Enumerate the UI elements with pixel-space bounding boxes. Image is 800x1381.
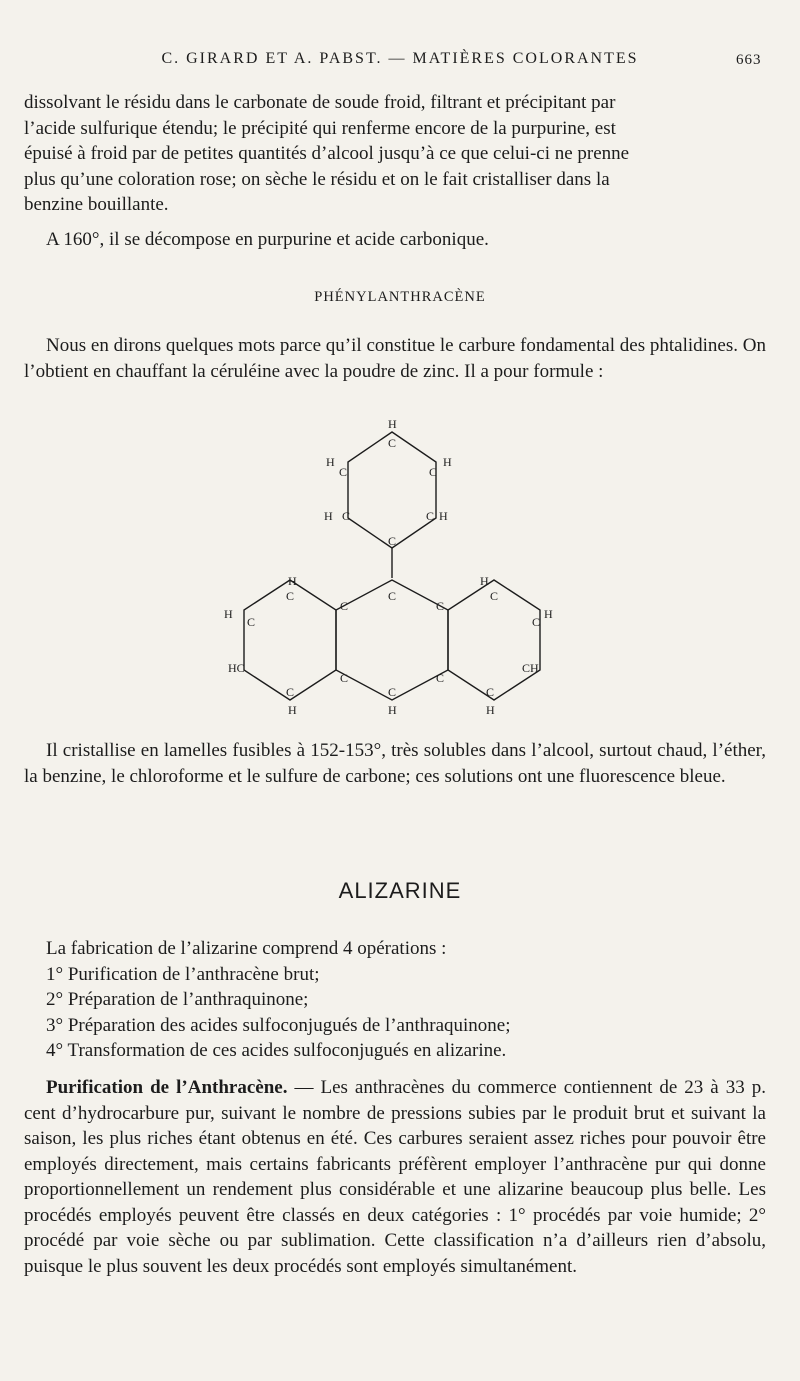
phenylanthracene-paragraph: Nous en dirons quelques mots parce qu’il constitue le carbure fondamental des phtalidines. On l’obtient en chauffant la céruléine avec la poudre de zinc. Il a pour formule : xyxy=(24,335,766,382)
operation-step: 4° Transformation de ces acides sulfoconjugués en alizarine. xyxy=(46,1040,507,1061)
atom-h: H xyxy=(480,574,489,588)
intro-line: épuisé à froid par de petites quantités d’alcool jusqu’à ce que celui-ci ne prenne xyxy=(24,143,630,164)
formula-bonds xyxy=(244,432,540,700)
operation-step: 2° Préparation de l’anthraquinone; xyxy=(46,989,309,1010)
alizarine-intro: La fabrication de l’alizarine comprend 4 opérations : xyxy=(46,938,447,959)
phenylanthracene-paragraph-block xyxy=(24,333,766,384)
intro-line: l’acide sulfurique étendu; le précipité qui renferme encore de la purpurine, est xyxy=(24,117,616,139)
atom-h: H xyxy=(324,509,333,523)
properties-paragraph: Il cristallise en lamelles fusibles à 152-153°, très solubles dans l’alcool, surtout chaud, l’éther, la benzine, le chloroforme et le sulfure de carbone; ces solutions ont une fluorescence bleue. xyxy=(24,740,766,787)
phenylanthracene-structural-formula xyxy=(210,420,590,720)
atom-c: C xyxy=(286,589,295,603)
section-title-phenylanthracene: PHÉNYLANTHRACÈNE xyxy=(314,289,486,305)
operation-step: 3° Préparation des acides sulfoconjugués de l’anthraquinone; xyxy=(46,1014,511,1036)
atom-c: C xyxy=(342,509,351,523)
intro-line: plus qu’une coloration rose; on sèche le résidu et on le fait cristalliser dans la xyxy=(24,168,610,190)
purification-text: — Les anthracènes du commerce contiennent de 23 à 33 p. cent d’hydrocarbure pur, suivant le nombre de pressions subies par le produit brut et suivant la saison, les plus riches étant obtenus en été. Ces carbures seraient assez riches pour pouvoir être employés directement, mais certains fabricants préfèrent employer l’anthracène pur qui donne proportionnellement un rendement plus considérable et une alizarine beaucoup plus belle. Les procédés employés peuvent être classés en deux catégories : 1° procédés par voie humide; 2° procédé par voie sèche ou par sublimation. Cette classification n’a d’ailleurs rien d’absolu, puisque le plus souvent les deux procédés sont employés simultanément. xyxy=(24,1077,767,1277)
page-number: 663 xyxy=(736,52,762,68)
decomposition-note: A 160°, il se décompose en purpurine et acide carbonique. xyxy=(46,229,489,250)
atom-c: C xyxy=(247,615,256,629)
atom-c: C xyxy=(286,685,295,699)
operation-step: 1° Purification de l’anthracène brut; xyxy=(46,963,320,985)
purification-paragraph xyxy=(24,1075,766,1279)
atom-c: C xyxy=(340,599,349,613)
alizarine-operations-block xyxy=(24,936,766,1064)
atom-h: H xyxy=(486,703,495,717)
intro-paragraph xyxy=(24,90,766,218)
running-head: C. GIRARD ET A. PABST. — MATIÈRES COLORANTES xyxy=(161,50,639,67)
atom-h: H xyxy=(544,607,553,621)
atom-h: H xyxy=(224,607,233,621)
atom-c: C xyxy=(486,685,495,699)
atom-h: H xyxy=(388,703,397,717)
atom-c: C xyxy=(532,615,541,629)
atom-hc: HC xyxy=(228,661,245,675)
atom-h: H xyxy=(443,455,452,469)
section-title-alizarine: ALIZARINE xyxy=(338,878,462,903)
properties-paragraph-block xyxy=(24,738,766,789)
atom-h: H xyxy=(388,420,397,431)
atom-c: C xyxy=(388,589,397,603)
atom-ch: CH xyxy=(522,661,539,675)
atom-c: C xyxy=(436,599,445,613)
atom-c: C xyxy=(388,534,397,548)
atom-c: C xyxy=(340,671,349,685)
purification-heading: Purification de l’Anthracène. xyxy=(46,1077,288,1098)
decomposition-note-block xyxy=(24,227,766,253)
atom-c: C xyxy=(426,509,435,523)
atom-c: C xyxy=(339,465,348,479)
atom-c: C xyxy=(490,589,499,603)
atom-c: C xyxy=(436,671,445,685)
formula-atoms xyxy=(224,420,553,717)
atom-h: H xyxy=(326,455,335,469)
atom-h: H xyxy=(288,574,297,588)
intro-line: dissolvant le résidu dans le carbonate de soude froid, filtrant et précipitant par xyxy=(24,92,616,113)
atom-h: H xyxy=(288,703,297,717)
atom-c: C xyxy=(388,436,397,450)
atom-c: C xyxy=(388,685,397,699)
atom-c: C xyxy=(429,465,438,479)
atom-h: H xyxy=(439,509,448,523)
purification-paragraph-block xyxy=(24,1075,766,1279)
intro-line: benzine bouillante. xyxy=(24,194,169,215)
